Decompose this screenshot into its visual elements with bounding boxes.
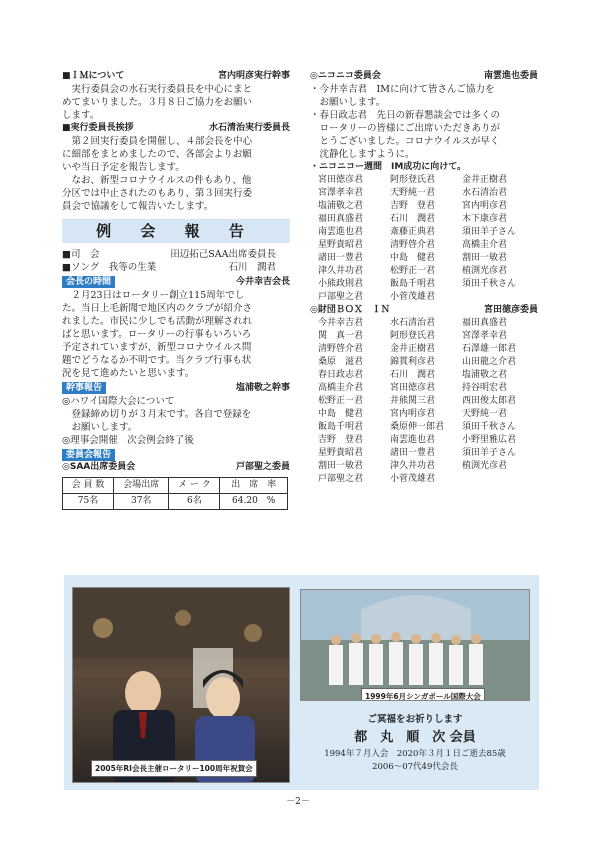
name-entry: 飯島千明君 [390,279,436,289]
name-entry: 松野正一君 [318,396,364,406]
name-entry: 中島 健君 [390,253,436,263]
text-line: た。当日上毛新聞で地区内のクラブが紹介さ [62,303,253,314]
attendance-table [62,477,288,510]
name-entry: 錦貫利彦君 [390,357,436,367]
name-entry: 石川 潤君 [390,370,436,380]
name-entry: 宮田徳彦君 [318,175,364,185]
right-column [310,70,538,486]
name-entry: 塩浦敬之君 [462,370,508,380]
name-entry: 須田羊子さん [462,227,517,237]
table-header: 会 員 数 [63,478,114,494]
name-entry: 天野純一君 [390,188,436,198]
text-line: れました。市民に少しでも活動が理解されれ [62,316,253,327]
saa-heading [62,461,290,474]
table-header: メ ー ク [169,478,220,494]
president-body [62,289,290,380]
niko-author: 南雲進也委員 [483,71,538,81]
text-line: 題でどうなるか不明です。当クラブ行事も状 [62,355,252,366]
name-entry: 高橋圭介君 [462,240,508,250]
text-line: 登録締め切りが３月末です。各自で登録を [71,409,252,420]
text-line: 況を見て進めたいと思います。 [62,368,195,379]
name-entry: 金井正樹君 [390,344,436,354]
im-heading [62,70,290,83]
president-tag: 会長の時間 [62,276,115,288]
name-entry: 清野啓介君 [390,240,436,250]
name-entry: 植渕光彦君 [462,461,508,471]
name-entry: 宮内明彦君 [462,201,508,211]
text-line: ２月23日はロータリー創立115周年でし [71,290,245,301]
niko-name-list [310,174,538,304]
memorial-joined: 1994年７月入会 2020年３月１日ご逝去85歳 [324,749,506,759]
niko-heading [310,70,538,83]
song-value: 石川 潤君 [228,262,276,273]
greet-author: 水石清治実行委員長 [208,123,290,133]
table-cell: 64.20 % [220,494,288,510]
text-line: なお、新型コロナウイルスの件もあり、他 [71,175,252,186]
table-header: 出 席 率 [220,478,288,494]
text-line: ばと思います。ロータリーの行事もいろいろ [62,329,252,340]
singapore-photo-art [301,590,530,701]
name-entry: 今井幸吉君 [318,318,364,328]
im-title: ■ＩＭについて [62,71,125,81]
name-entry: 津久井功君 [318,266,364,276]
table-header: 会場出席 [113,478,168,494]
box-author: 宮田徳彦委員 [483,305,538,315]
secretary-heading [62,382,290,395]
name-entry: 吉野 登君 [318,435,364,445]
text-line: 分区では中止されたのもあり、第３回実行委 [62,188,253,199]
greet-title: ■実行委員長挨拶 [62,123,134,133]
name-entry: 福田真盛君 [318,214,364,224]
greet-body [62,135,290,213]
name-entry: 宮澤孝幸君 [462,331,508,341]
song-label: ■ソング 我等の生業 [62,262,157,273]
name-entry: 関 真一君 [318,331,364,341]
name-entry: 高橋圭介君 [318,383,364,393]
banquet-photo-art [73,588,290,783]
name-entry: 諸田一豊君 [390,448,436,458]
name-entry: 山田龍之介君 [462,357,517,367]
text-line: ・春日政志君 先日の新春懇談会では多くの [310,110,501,121]
name-entry: 宮澤孝幸君 [318,188,364,198]
im-author: 宮内明彦実行幹事 [217,71,290,81]
name-entry [462,473,534,486]
name-entry: 戸部聖之君 [318,474,364,484]
name-entry: 斎藤正典君 [390,227,436,237]
shikai-value: 田辺拓己SAA出席委員長 [170,249,276,260]
name-entry: 桑原 滋君 [318,357,364,367]
name-entry: 宮内明彦君 [390,409,436,419]
text-line: に細部をまとめましたので、各部会よりお願 [62,149,252,160]
text-line: ・今井幸吉君 IMに向けて皆さんご協力を [310,84,495,95]
shikai-label: ■司 会 [62,249,100,260]
text-line: とうございました。コロナウイルスが早く [319,136,500,147]
text-line: ◎ハワイ国際大会について [62,396,175,407]
name-entry: 飯島千明君 [318,422,364,432]
memorial-block [300,713,530,774]
table-cell: 37名 [113,494,168,510]
name-entry: 星野貴昭君 [318,448,364,458]
name-entry: 割田一敏君 [462,253,508,263]
name-entry: 小野里雅広君 [462,435,517,445]
name-entry: 天野純一君 [462,409,508,419]
name-entry: 水石清治君 [462,188,508,198]
memorial-heading: ご冥福をお祈りします [367,714,463,725]
left-column [62,70,290,510]
name-entry: 金井正樹君 [462,175,508,185]
text-line: 沈静化しますように。 [319,149,415,160]
name-entry: 西田俊太郎君 [462,396,517,406]
name-entry: 須田千秋さん [462,422,517,432]
name-entry: 塩浦敬之君 [318,201,364,211]
memorial-name: 都 丸 順 次 会員 [354,730,476,745]
name-entry: 井熊関三君 [390,396,436,406]
name-entry: 割田一敏君 [318,461,364,471]
name-entry: 戸部聖之君 [318,292,364,302]
name-entry: 持谷明宏君 [462,383,508,393]
photo-panel [64,575,539,790]
text-line: ◎理事会開催 次会例会終了後 [62,435,194,446]
niko-title: ◎ニコニコ委員会 [310,71,381,81]
name-entry: 阿形登氏君 [390,331,436,341]
name-entry: 宮田徳彦君 [390,383,436,393]
name-entry: 須田羊子さん [462,448,517,458]
text-line: めてまいりました。３月８日ご協力をお願い [62,97,253,108]
name-entry: 清野啓介君 [318,344,364,354]
banquet-photo [72,587,290,783]
saa-title: ◎SAA出席委員会 [62,462,136,472]
name-entry: 南雲進也君 [390,435,436,445]
name-entry: 桑原伸一郎君 [390,422,445,432]
secretary-author: 塩浦敬之幹事 [235,383,290,393]
table-cell: 75名 [63,494,114,510]
shikai-row [62,248,290,261]
secretary-body [62,395,290,447]
caption-left: 2005年RI会長主催ロータリー100周年祝賀会 [91,760,257,777]
niko-week: ・ニコニコー週間 IM成功に向けて。 [310,162,467,172]
box-title: ◎財団ＢＯＸ ＩＮ [310,305,390,315]
caption-right: 1999年6月シンガポール国際大会 [361,688,485,701]
text-line: 員会で協議をして報告いたします。 [62,201,214,212]
name-entry: 水石清治君 [390,318,436,328]
text-line: 第２回実行委員を開催し、４部会長を中心 [71,136,253,147]
text-line: 実行委員会の水石実行委員長を中心にまと [71,84,253,95]
name-entry: 松野正一君 [390,266,436,276]
niko-body [310,83,538,161]
box-name-list [310,317,538,486]
committee-tag: 委員会報告 [62,449,115,461]
im-body [62,83,290,122]
table-row [63,494,288,510]
name-entry: 阿形登氏君 [390,175,436,185]
name-entry: 春日政志君 [318,370,364,380]
table-header-row [63,478,288,494]
name-entry: 植渕光彦君 [462,266,508,276]
saa-author: 戸部聖之委員 [235,462,290,472]
greet-heading [62,122,290,135]
name-entry: 小熊政則君 [318,279,364,289]
box-heading [310,304,538,317]
name-entry: 小菅茂雄君 [390,474,436,484]
name-entry: 小菅茂雄君 [390,292,436,302]
name-entry: 福田真盛君 [462,318,508,328]
text-line: お願いします。 [319,97,386,108]
name-entry [462,291,534,304]
name-entry: 木下康彦君 [462,214,508,224]
name-entry: 須田千秋さん [462,279,517,289]
president-author: 今井幸吉会長 [235,277,290,287]
name-entry: 中島 健君 [318,409,364,419]
name-entry: 津久井功君 [390,461,436,471]
text-line: します。 [62,110,100,121]
text-line: 予定されていますが、新型コロナウイルス問 [62,342,252,353]
name-entry: 石澤雄一郎君 [462,344,517,354]
singapore-photo [300,589,530,701]
text-line: お願いします。 [71,422,138,433]
name-entry: 石川 潤君 [390,214,436,224]
name-entry: 南雲進也君 [318,227,364,237]
name-entry: 星野貴昭君 [318,240,364,250]
memorial-term: 2006～07代49代会長 [372,762,458,772]
secretary-tag: 幹事報告 [62,382,106,394]
president-heading [62,276,290,289]
text-line: ロータリーの皆様にご出席いただきありが [319,123,501,134]
song-row [62,261,290,274]
name-entry: 吉野 登君 [390,201,436,211]
name-entry: 諸田一豊君 [318,253,364,263]
table-cell: 6名 [169,494,220,510]
text-line: いや当日予定を報告します。 [62,162,185,173]
section-title-band: 例 会 報 告 [62,219,290,243]
page-number: －2－ [286,797,310,807]
